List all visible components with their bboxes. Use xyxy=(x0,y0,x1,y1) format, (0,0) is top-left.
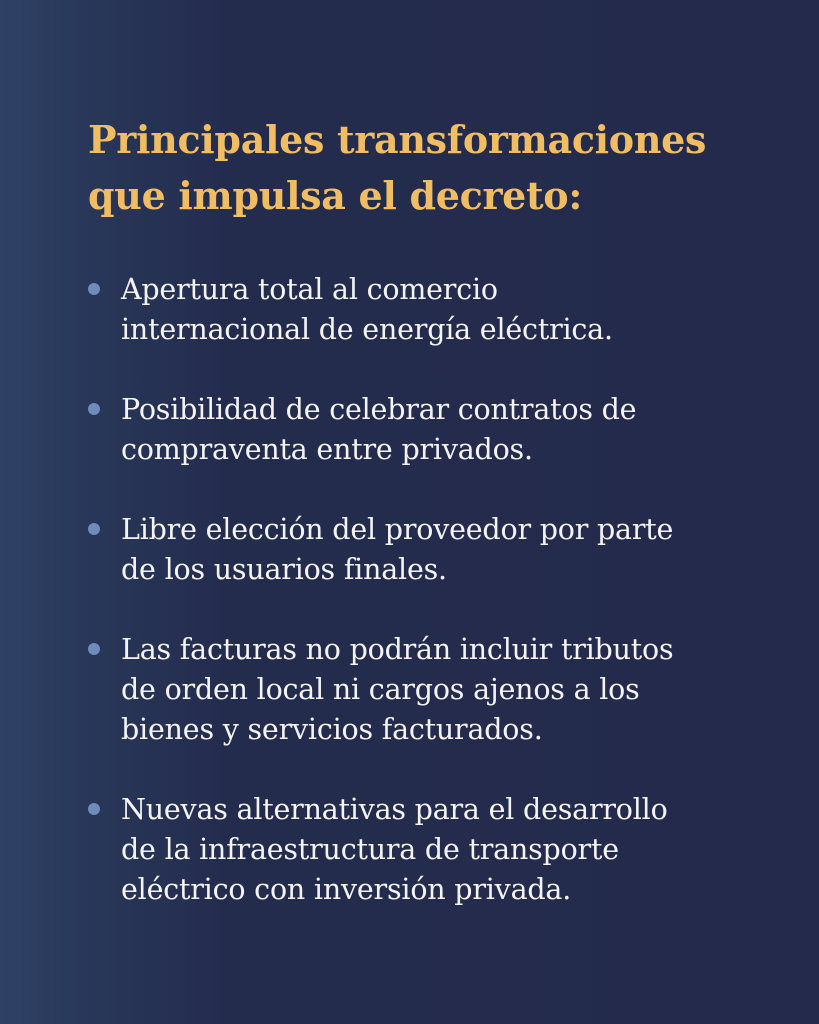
title-line-1: Principales transformaciones xyxy=(88,117,707,162)
list-item-line: internacional de energía eléctrica. xyxy=(121,313,613,346)
list-item-line: de la infraestructura de transporte xyxy=(121,833,619,866)
title-line-2: que impulsa el decreto: xyxy=(88,173,583,218)
bullet-dot-icon xyxy=(88,403,100,415)
bullet-dot-icon xyxy=(88,523,100,535)
list-item-line: Apertura total al comercio xyxy=(121,273,498,306)
list-item-line: bienes y servicios facturados. xyxy=(121,713,543,746)
list-item-line: eléctrico con inversión privada. xyxy=(121,873,572,906)
bullet-dot-icon xyxy=(88,803,100,815)
page-title xyxy=(88,112,749,224)
list-item-line: Nuevas alternativas para el desarrollo xyxy=(121,793,668,826)
list-item-line: Libre elección del proveedor por parte xyxy=(121,513,674,546)
list-item xyxy=(88,630,749,750)
transformations-list xyxy=(88,270,749,910)
list-item-line: Las facturas no podrán incluir tributos xyxy=(121,633,674,666)
list-item-line: de orden local ni cargos ajenos a los xyxy=(121,673,640,706)
bullet-dot-icon xyxy=(88,283,100,295)
list-item-line: compraventa entre privados. xyxy=(121,433,533,466)
list-item-line: de los usuarios finales. xyxy=(121,553,447,586)
list-item xyxy=(88,790,749,910)
list-item xyxy=(88,390,749,470)
list-item-line: Posibilidad de celebrar contratos de xyxy=(121,393,637,426)
list-item xyxy=(88,270,749,350)
list-item xyxy=(88,510,749,590)
bullet-dot-icon xyxy=(88,643,100,655)
